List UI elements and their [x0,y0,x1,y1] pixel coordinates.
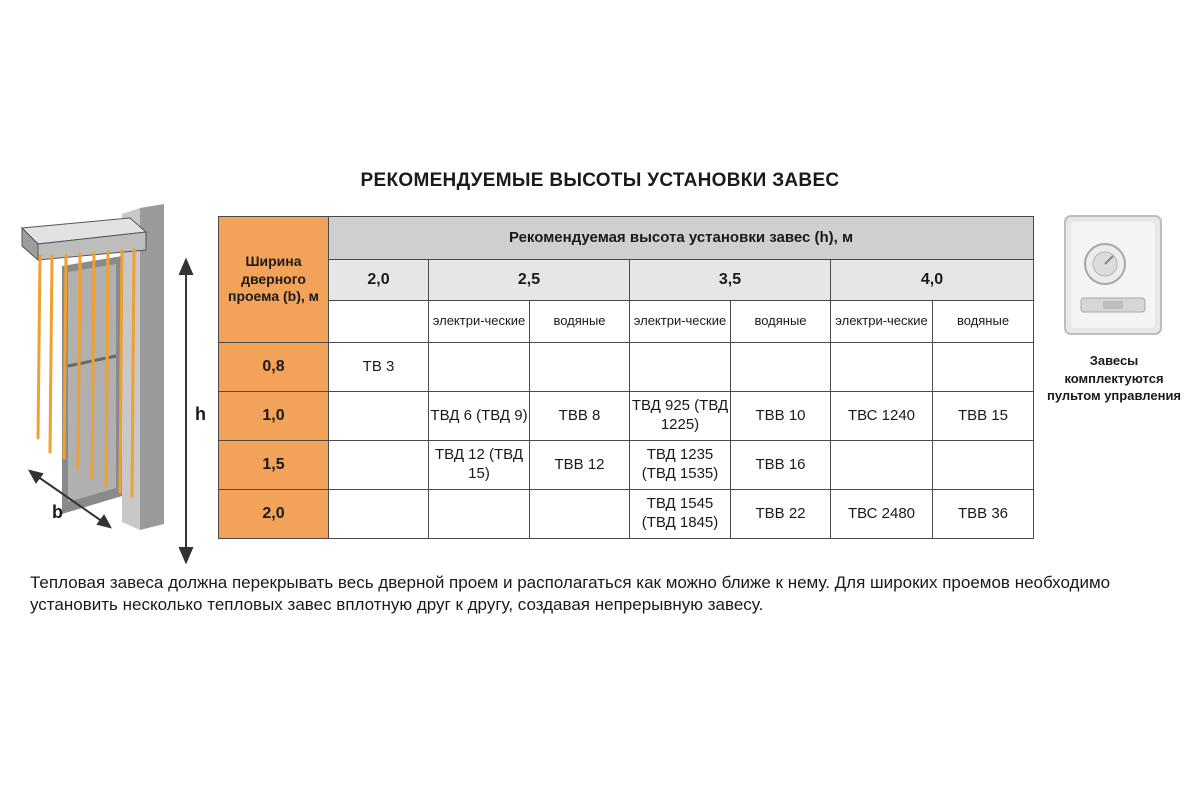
page-title: РЕКОМЕНДУЕМЫЕ ВЫСОТЫ УСТАНОВКИ ЗАВЕС [360,170,840,191]
table-cell: ТВВ 12 [530,441,630,490]
height-header-3-5: 3,5 [630,260,831,301]
type-header-water: водяные [933,301,1034,343]
height-header-2-5: 2,5 [429,260,630,301]
table-cell: ТВВ 10 [731,392,831,441]
type-header-electric: электри-ческие [429,301,530,343]
table-cell [530,343,630,392]
table-cell: ТВВ 8 [530,392,630,441]
type-header-water: водяные [530,301,630,343]
table-row [219,343,1034,392]
table-cell [731,343,831,392]
door-curtain-illustration [12,196,217,568]
width-header: Ширина дверного проема (b), м [219,217,329,343]
table-cell [831,441,933,490]
table-row [219,441,1034,490]
row-width: 1,5 [219,441,329,490]
table-cell [429,343,530,392]
table-cell [530,490,630,539]
recommendation-table [218,216,1034,539]
row-width: 2,0 [219,490,329,539]
type-header-empty [329,301,429,343]
installation-note: Тепловая завеса должна перекрывать весь дверной проем и располагаться как можно ближе к нему. Для широких проемов необходимо установить несколько тепловых завес вплотную друг к другу, создавая непрерывную завесу. [30,573,1111,615]
row-width: 0,8 [219,343,329,392]
table-cell: ТВС 2480 [831,490,933,539]
table-row [219,392,1034,441]
table-cell: ТВД 12 (ТВД 15) [429,441,530,490]
remote-control-image [1063,212,1163,337]
table-cell: ТВД 6 (ТВД 9) [429,392,530,441]
table-cell: ТВВ 15 [933,392,1034,441]
row-width: 1,0 [219,392,329,441]
table-cell [329,392,429,441]
table-cell [429,490,530,539]
table-cell: ТВВ 16 [731,441,831,490]
type-header-electric: электри-ческие [630,301,731,343]
table-row [219,490,1034,539]
table-cell [933,343,1034,392]
width-dimension-label: b [52,502,63,522]
table-cell: ТВ 3 [329,343,429,392]
table-cell [933,441,1034,490]
table-cell: ТВД 925 (ТВД 1225) [630,392,731,441]
table-cell [831,343,933,392]
table-cell: ТВД 1545 (ТВД 1845) [630,490,731,539]
controller-caption: Завесы комплектуются пультом управления [1046,353,1182,404]
table-cell: ТВВ 22 [731,490,831,539]
recommendation-table-wrap [218,216,1034,539]
table-cell: ТВД 1235 (ТВД 1535) [630,441,731,490]
type-header-water: водяные [731,301,831,343]
height-main-header: Рекомендуемая высота установки завес (h), м [329,217,1034,260]
type-header-electric: электри-ческие [831,301,933,343]
table-cell: ТВС 1240 [831,392,933,441]
height-header-2-0: 2,0 [329,260,429,301]
height-header-4-0: 4,0 [831,260,1034,301]
table-cell: ТВВ 36 [933,490,1034,539]
table-cell [630,343,731,392]
table-cell [329,490,429,539]
height-dimension-label: h [195,404,206,424]
table-cell [329,441,429,490]
